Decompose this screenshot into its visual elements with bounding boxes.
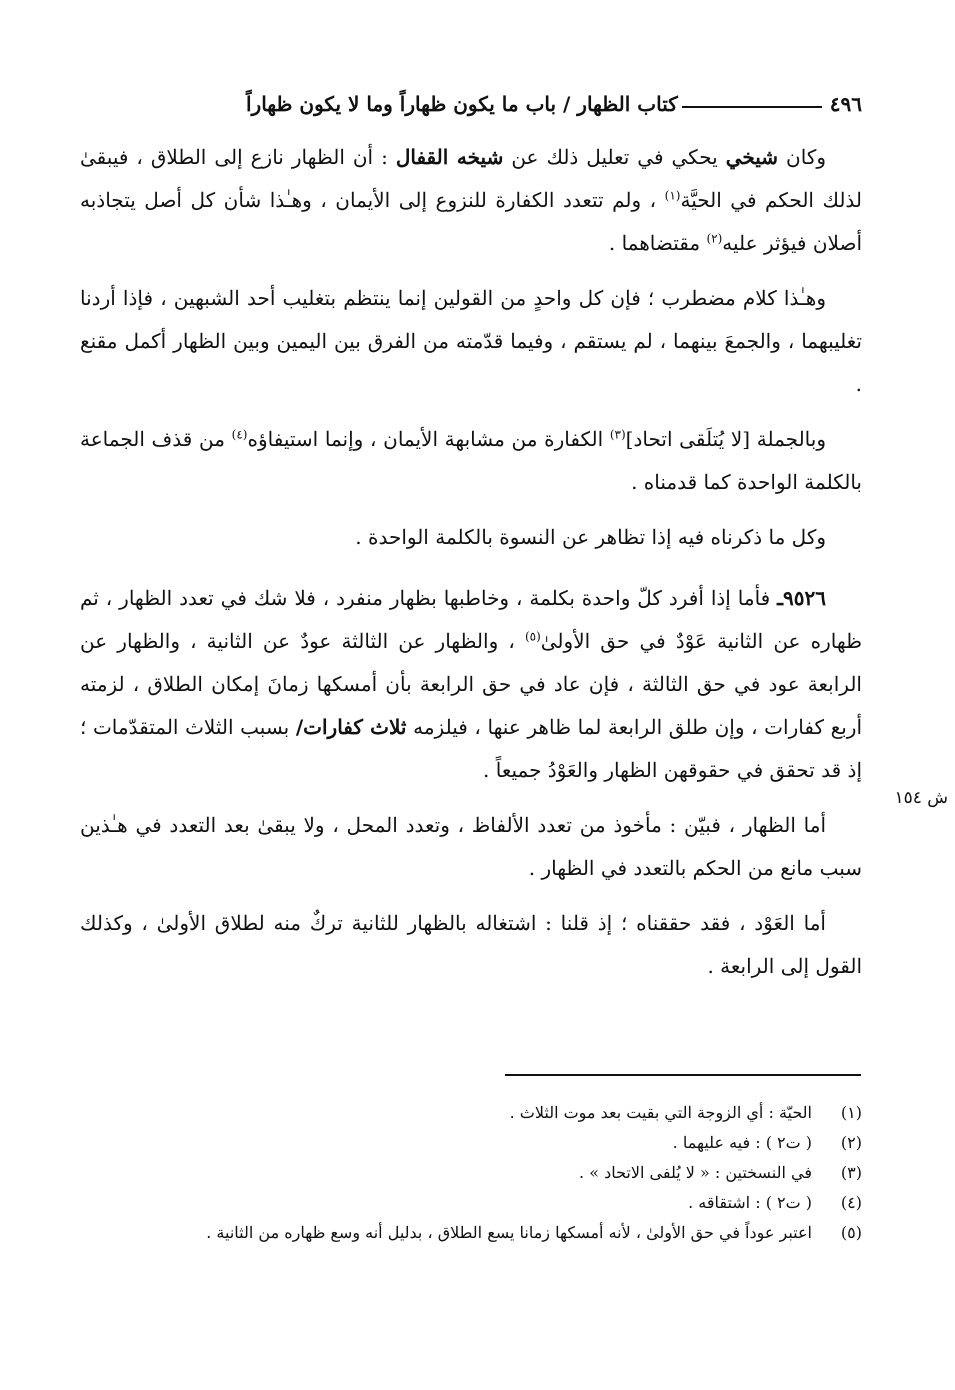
paragraph-3 [80, 418, 862, 504]
footnote-ref[interactable]: (٢) [706, 231, 723, 246]
footnote-number: (١) [840, 1103, 862, 1122]
footnote-number: (٥) [840, 1223, 862, 1242]
text-run: وبالجملة [لا يُتلَقى اتحاد] [625, 427, 826, 451]
footnote-text: ( ت٢ ) : اشتقاقه . [688, 1193, 812, 1212]
text-run: : أن الظهار نازع إلى الطلاق ، فيبقىٰ لذلك الحكم في الحيَّة [80, 145, 863, 212]
paragraph-2: وهـٰذا كلام مضطرب ؛ فإن كل واحدٍ من القولين إنما ينتظم بتغليب أحد الشبهين ، فإذا أردنا تغليبهما ، والجمعَ بينهما ، لم يستقم ، وفيما قدّمته من الفرق بين اليمين وبين الظهار أكمل مقنع . [80, 286, 862, 396]
footnote [80, 1188, 862, 1218]
paragraph-6: أما الظهار ، فبيّن : مأخوذ من تعدد الألفاظ ، وتعدد المحل ، ولا يبقىٰ بعد التعدد في هـٰذين سبب مانع من الحكم بالتعدد في الظهار . [80, 813, 862, 880]
paragraph-7: أما العَوْد ، فقد حققناه ؛ إذ قلنا : اشتغاله بالظهار للثانية تركٌ منه لطلاق الأولىٰ ، وكذلك القول إلى الرابعة . [80, 911, 862, 978]
text-run: مقتضاهما . [608, 231, 707, 255]
text-run: الكفارة من مشابهة الأيمان ، وإنما استيفاؤه [247, 427, 610, 451]
manuscript-folio-marker: ش ١٥٤ [894, 788, 948, 808]
footnote-text: ( ت٢ ) : فيه عليهما . [672, 1133, 812, 1152]
footnote-number: (٣) [840, 1163, 862, 1182]
footnote-text: في النسختين : « لا يُلفى الاتحاد » . [579, 1163, 812, 1182]
bold-phrase: ثلاث كفارات/ [295, 715, 407, 739]
paragraph-5 [80, 577, 862, 792]
text-run: يحكي في تعليل ذلك عن [503, 145, 726, 169]
footnote-ref[interactable]: (١) [664, 188, 681, 203]
footnote [80, 1128, 862, 1158]
running-title: كتاب الظهار / باب ما يكون ظهاراً وما لا يكون ظهاراً [246, 92, 678, 116]
text-run: فأما إذا أفرد كلّ واحدة بكلمة ، وخاطبها بظهار منفرد ، فلا شك في تعدد الظهار ، ثم ظهاره عن الثانية عَوْدٌ في حق الأولىٰ [80, 586, 862, 653]
footnote-number: (٢) [840, 1133, 862, 1152]
footnote-text: الحيّة : أي الزوجة التي بقيت بعد موت الثلاث . [509, 1103, 812, 1122]
paragraph-4: وكل ما ذكرناه فيه إذا تظاهر عن النسوة بالكلمة الواحدة . [355, 525, 826, 549]
footnote [80, 1218, 862, 1248]
page-header [92, 84, 862, 124]
header-rule [682, 106, 822, 108]
text-run: من قذف الجماعة بالكلمة الواحدة كما قدمناه . [80, 427, 862, 494]
footnote-ref[interactable]: (٤) [231, 427, 248, 442]
bold-name: شيخه القفال [395, 145, 504, 169]
footnotes [80, 1098, 862, 1248]
footnote-ref[interactable]: (٣) [609, 427, 626, 442]
footnote-number: (٤) [840, 1193, 862, 1212]
footnote-ref[interactable]: (٥) [524, 629, 541, 644]
footnote [80, 1098, 862, 1128]
text-run: بسبب الثلاث المتقدّمات ؛ إذ قد تحقق في حقوقهن الظهار والعَوْدُ جميعاً . [80, 715, 862, 782]
main-text [80, 136, 862, 988]
text-run: وكان [778, 145, 827, 169]
bold-name: شيخي [725, 145, 779, 169]
section-number: ٩٥٢٦ـ [777, 586, 826, 610]
page-number: ٤٩٦ [829, 92, 862, 116]
footnote-separator [505, 1074, 861, 1076]
footnote [80, 1158, 862, 1188]
text-run: ، ولم تتعدد الكفارة للنزوع إلى الأيمان ، وهـٰذا شأن كل أصل يتجاذبه أصلان فيؤثر عليه [80, 188, 862, 255]
text-run: ، والظهار عن الثالثة عودٌ عن الثانية ، والظهار عن الرابعة عود في حق الثالثة ، فإن عاد في حق الرابعة بأن أمسكها زمانَ إمكان الطلاق ، لزمته أربع كفارات ، وإن طلق الرابعة لما ظاهر عنها ، فيلزمه [80, 629, 863, 739]
footnote-text: اعتبر عوداً في حق الأولىٰ ، لأنه أمسكها زمانا يسع الطلاق ، بدليل أنه وسع ظهاره من الثانية . [206, 1223, 812, 1242]
paragraph-1 [80, 136, 862, 265]
